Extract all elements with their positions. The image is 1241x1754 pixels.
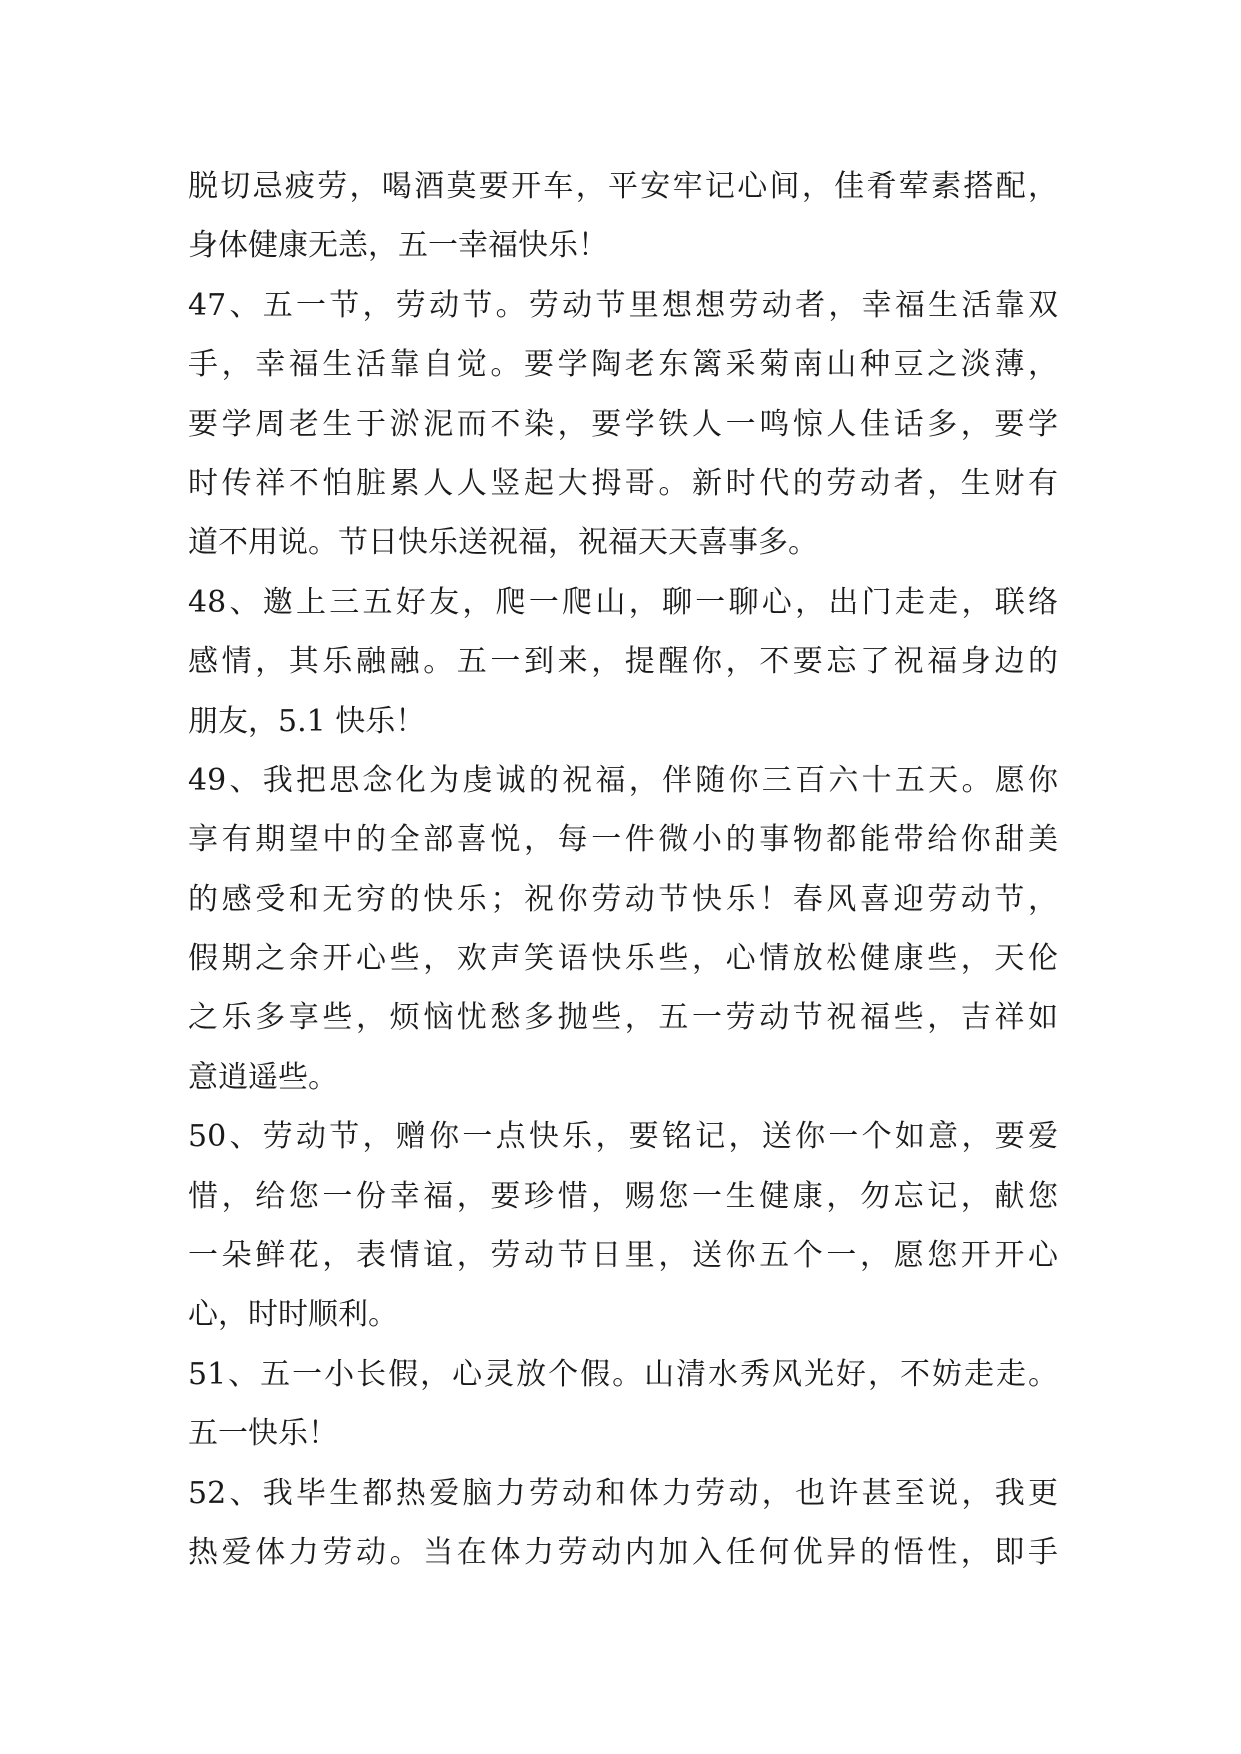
text-line: 48、邀上三五好友，爬一爬山，聊一聊心，出门走走，联络 [188,584,1058,620]
text-line: 惜，给您一份幸福，要珍惜，赐您一生健康，勿忘记，献您 [188,1178,1058,1214]
text-line: 50、劳动节，赠你一点快乐，要铭记，送你一个如意，要爱 [188,1119,1058,1155]
text-line: 要学周老生于淤泥而不染，要学铁人一鸣惊人佳话多，要学 [188,406,1058,442]
text-line: 一朵鲜花，表情谊，劳动节日里，送你五个一，愿您开开心 [188,1238,1058,1274]
text-line: 朋友，5.1 快乐！ [188,703,426,739]
text-line: 五一快乐！ [188,1416,338,1452]
text-line: 51、五一小长假，心灵放个假。山清水秀风光好，不妨走走。 [188,1356,1058,1392]
text-line: 假期之余开心些，欢声笑语快乐些，心情放松健康些，天伦 [188,941,1058,977]
text-line: 身体健康无恙，五一幸福快乐！ [188,228,608,264]
text-line: 脱切忌疲劳，喝酒莫要开车，平安牢记心间，佳肴荤素搭配， [188,169,1058,204]
text-line: 52、我毕生都热爱脑力劳动和体力劳动，也许甚至说，我更 [188,1475,1058,1511]
text-line: 享有期望中的全部喜悦，每一件微小的事物都能带给你甜美 [188,822,1058,858]
text-line: 47、五一节，劳动节。劳动节里想想劳动者，幸福生活靠双 [188,287,1058,323]
text-line: 热爱体力劳动。当在体力劳动内加入任何优异的悟性，即手 [188,1534,1058,1570]
text-line: 心，时时顺利。 [188,1297,398,1333]
text-line: 时传祥不怕脏累人人竖起大拇哥。新时代的劳动者，生财有 [188,465,1058,501]
text-line: 之乐多享些，烦恼忧愁多抛些，五一劳动节祝福些，吉祥如 [188,1000,1058,1036]
text-line: 感情，其乐融融。五一到来，提醒你，不要忘了祝福身边的 [188,644,1058,680]
text-line: 意逍遥些。 [188,1059,338,1095]
document-body [188,157,1058,1582]
text-line: 的感受和无穷的快乐；祝你劳动节快乐！春风喜迎劳动节， [188,881,1058,917]
text-line: 道不用说。节日快乐送祝福，祝福天天喜事多。 [188,525,818,561]
text-line: 49、我把思念化为虔诚的祝福，伴随你三百六十五天。愿你 [188,762,1058,798]
text-line: 手，幸福生活靠自觉。要学陶老东篱采菊南山种豆之淡薄， [188,347,1058,383]
